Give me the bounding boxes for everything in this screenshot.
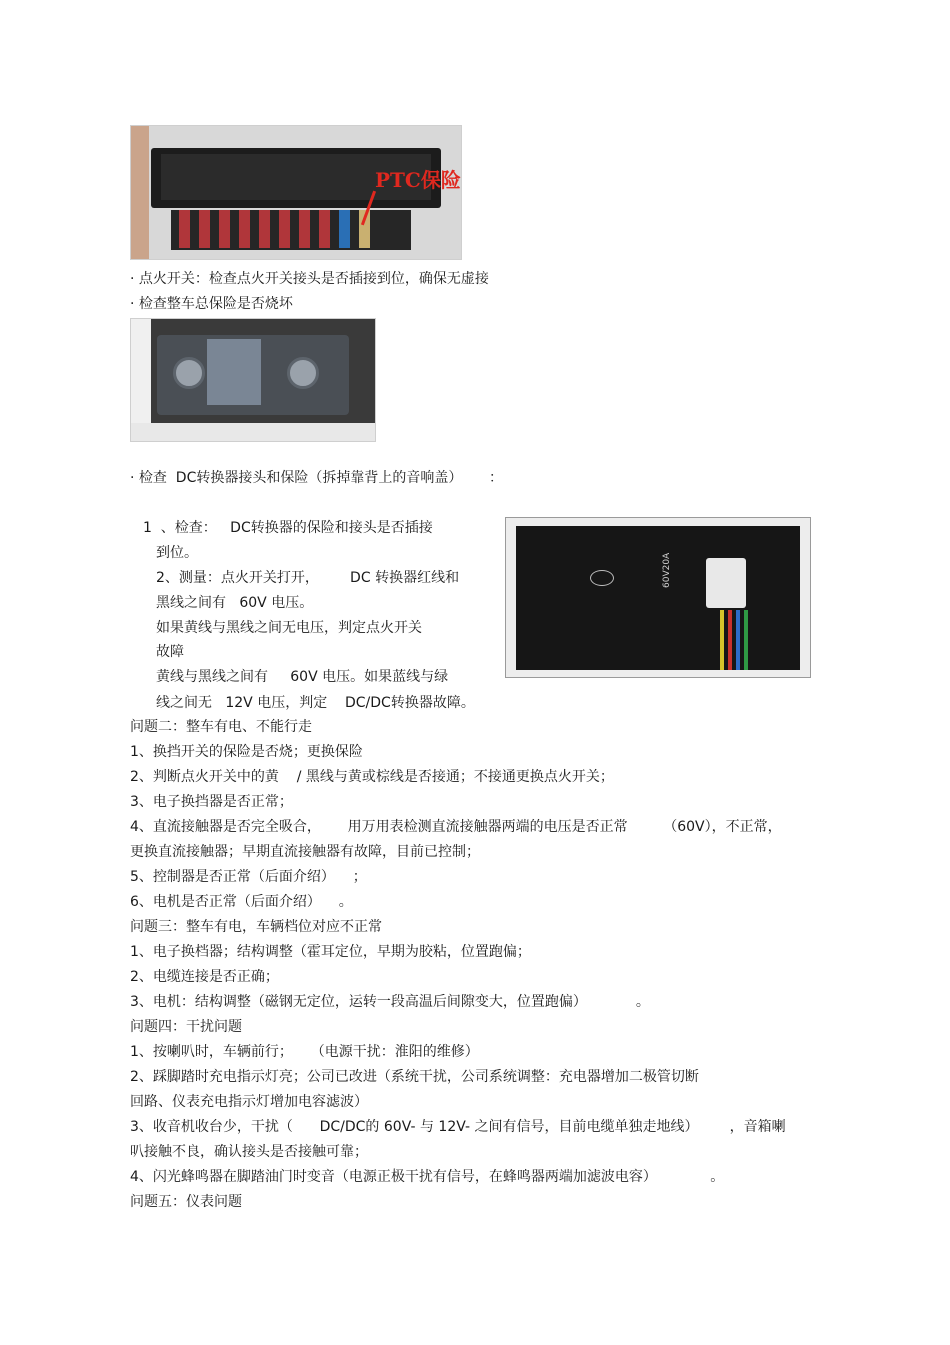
bolt-left bbox=[173, 357, 205, 389]
text-line: 如果黄线与黑线之间无电压，判定点火开关 bbox=[156, 620, 422, 636]
text-line: 3、电子换挡器是否正常； bbox=[130, 794, 293, 810]
text-line: · 检查 DC转换器接头和保险（拆掉靠背上的音响盖） ： bbox=[130, 470, 504, 486]
hand bbox=[131, 126, 149, 259]
text-line: 黄线与黑线之间有 60V 电压。如果蓝线与绿 bbox=[156, 669, 449, 685]
text-line: 回路、仪表充电指示灯增加电容滤波） bbox=[130, 1094, 368, 1110]
converter-label: 60V20A bbox=[662, 552, 672, 588]
connector bbox=[706, 558, 746, 608]
text-line: 5、控制器是否正常（后面介绍） ； bbox=[130, 869, 367, 885]
text-line: 问题二：整车有电、不能行走 bbox=[130, 719, 312, 735]
fuse-body bbox=[207, 339, 261, 405]
text-line: 问题四：干扰问题 bbox=[130, 1019, 242, 1035]
text-line: 叭接触不良，确认接头是否接触可靠； bbox=[130, 1144, 368, 1160]
text-line: 黑线之间有 60V 电压。 bbox=[156, 595, 314, 611]
text-line: 2、测量：点火开关打开， DC 转换器红线和 bbox=[156, 570, 460, 586]
text-line: 6、电机是否正常（后面介绍） 。 bbox=[130, 894, 353, 910]
text-line: 3、电机：结构调整（磁钢无定位，运转一段高温后间隙变大，位置跑偏） 。 bbox=[130, 994, 650, 1010]
text-line: · 检查整车总保险是否烧坏 bbox=[130, 296, 293, 312]
text-line: · 点火开关：检查点火开关接头是否插接到位，确保无虚接 bbox=[130, 271, 489, 287]
text-line: 线之间无 12V 电压，判定 DC/DC转换器故障。 bbox=[156, 695, 475, 711]
text-line: 更换直流接触器；早期直流接触器有故障，目前已控制； bbox=[130, 844, 480, 860]
text-line: 1、电子换档器；结构调整（霍耳定位，早期为胶粘，位置跑偏； bbox=[130, 944, 531, 960]
text-line: 3、收音机收台少，干扰（ DC/DC的 60V- 与 12V- 之间有信号，目前电缆单独走地线） ，音箱喇 bbox=[130, 1119, 786, 1135]
brand-logo bbox=[590, 570, 614, 586]
text-line: 1、按喇叭时，车辆前行； （电源干扰：淮阳的维修） bbox=[130, 1044, 479, 1060]
text-line: 2、电缆连接是否正确； bbox=[130, 969, 279, 985]
text-line: 故障 bbox=[156, 644, 184, 660]
converter-body bbox=[516, 526, 800, 670]
fuse-row bbox=[171, 210, 411, 250]
fuse-box-photo bbox=[130, 125, 462, 260]
main-fuse-photo bbox=[130, 318, 376, 442]
ptc-fuse-callout: PTC保险 bbox=[375, 168, 461, 192]
text-line: 问题五：仪表问题 bbox=[130, 1194, 242, 1210]
dc-converter-photo bbox=[505, 517, 811, 678]
text-line: 4、闪光蜂鸣器在脚踏油门时变音（电源正极干扰有信号，在蜂鸣器两端加滤波电容） 。 bbox=[130, 1169, 725, 1185]
text-line: 问题三：整车有电，车辆档位对应不正常 bbox=[130, 919, 382, 935]
bolt-right bbox=[287, 357, 319, 389]
text-line: 2、踩脚踏时充电指示灯亮；公司已改进（系统干扰，公司系统调整：充电器增加二极管切断 bbox=[130, 1069, 699, 1085]
text-line: 2、判断点火开关中的黄 / 黑线与黄或棕线是否接通；不接通更换点火开关； bbox=[130, 769, 614, 785]
text-line: 1 、检查： DC转换器的保险和接头是否插接 bbox=[143, 520, 433, 536]
text-line: 到位。 bbox=[156, 545, 198, 561]
text-line: 1、换挡开关的保险是否烧；更换保险 bbox=[130, 744, 363, 760]
text-line: 4、直流接触器是否完全吸合， 用万用表检测直流接触器两端的电压是否正常 （60V），不正常， bbox=[130, 819, 782, 835]
